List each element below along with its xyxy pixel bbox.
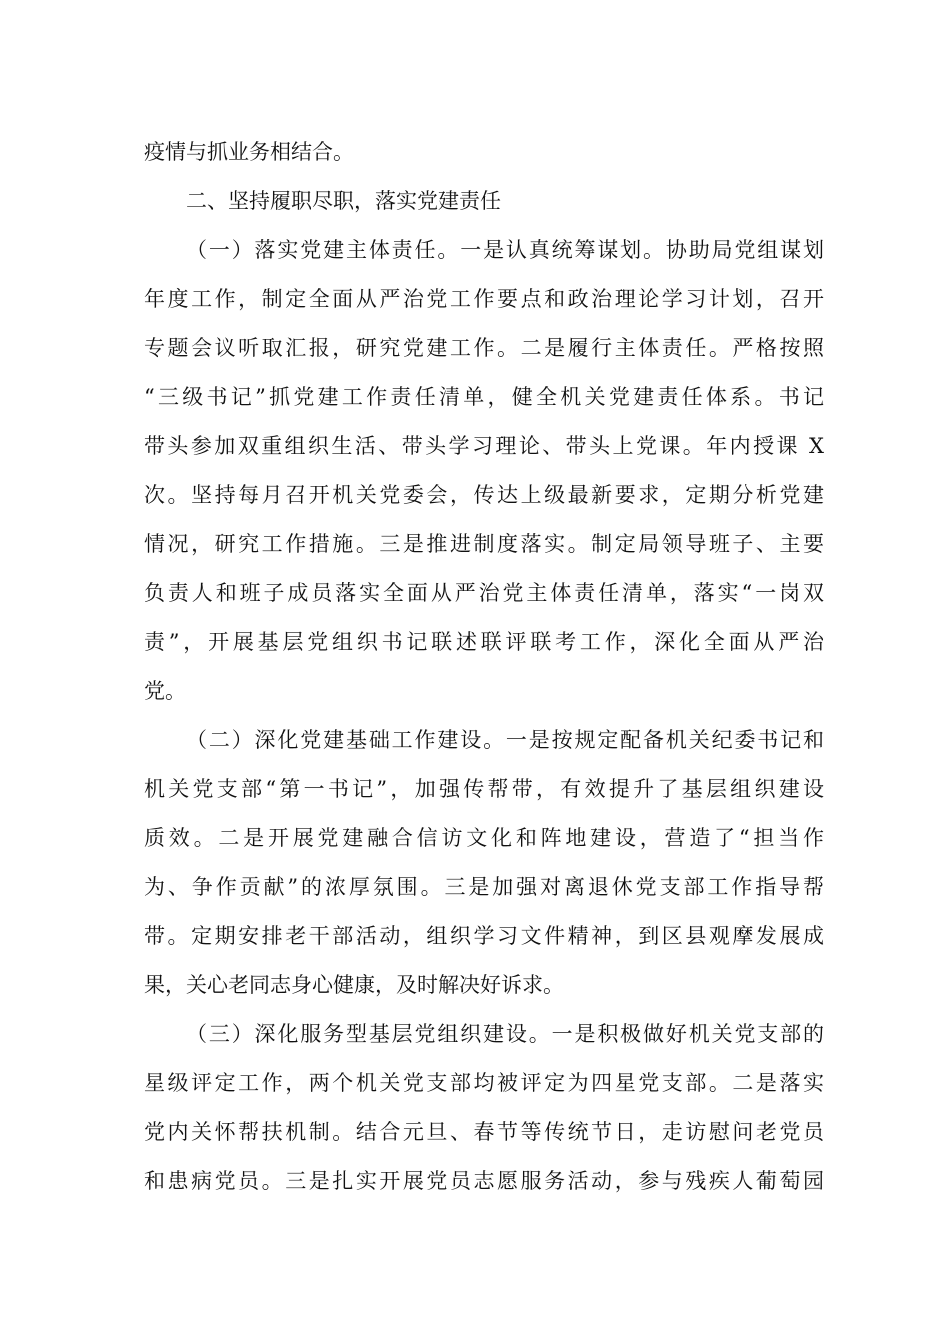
paragraph-line: 疫情与抓业务相结合。 (144, 140, 354, 164)
paragraph-line: 负责人和班子成员落实全面从严治党主体责任清单，落实“一岗双 (144, 581, 824, 605)
paragraph-line: 年度工作，制定全面从严治党工作要点和政治理论学习计划，召开 (144, 287, 824, 311)
paragraph-line: 专题会议听取汇报，研究党建工作。二是履行主体责任。严格按照 (144, 336, 824, 360)
paragraph-line: 为、争作贡献”的浓厚氛围。三是加强对离退休党支部工作指导帮 (144, 875, 824, 899)
paragraph-line: （二）深化党建基础工作建设。一是按规定配备机关纪委书记和 (186, 728, 824, 752)
paragraph-line: “三级书记”抓党建工作责任清单，健全机关党建责任体系。书记 (144, 385, 824, 409)
paragraph-line: （一）落实党建主体责任。一是认真统筹谋划。协助局党组谋划 (186, 238, 824, 262)
paragraph-line: 责”，开展基层党组织书记联述联评联考工作，深化全面从严治 (144, 630, 824, 654)
paragraph-line: 质效。二是开展党建融合信访文化和阵地建设，营造了“担当作 (144, 826, 824, 850)
section-heading: 二、坚持履职尽职，落实党建责任 (186, 189, 501, 213)
paragraph-line: 党内关怀帮扶机制。结合元旦、春节等传统节日，走访慰问老党员 (144, 1120, 824, 1144)
paragraph-line: 次。坚持每月召开机关党委会，传达上级最新要求，定期分析党建 (144, 483, 824, 507)
paragraph-line: 带头参加双重组织生活、带头学习理论、带头上党课。年内授课 X (144, 434, 824, 458)
paragraph-line: 和患病党员。三是扎实开展党员志愿服务活动，参与残疾人葡萄园 (144, 1169, 824, 1193)
paragraph-line: 党。 (144, 679, 186, 703)
paragraph-line: 机关党支部“第一书记”，加强传帮带，有效提升了基层组织建设 (144, 777, 824, 801)
paragraph-line: 情况，研究工作措施。三是推进制度落实。制定局领导班子、主要 (144, 532, 824, 556)
paragraph-line: （三）深化服务型基层党组织建设。一是积极做好机关党支部的 (186, 1022, 824, 1046)
paragraph-line: 带。定期安排老干部活动，组织学习文件精神，到区县观摩发展成 (144, 924, 824, 948)
paragraph-line: 星级评定工作，两个机关党支部均被评定为四星党支部。二是落实 (144, 1071, 824, 1095)
paragraph-line: 果，关心老同志身心健康，及时解决好诉求。 (144, 973, 564, 997)
